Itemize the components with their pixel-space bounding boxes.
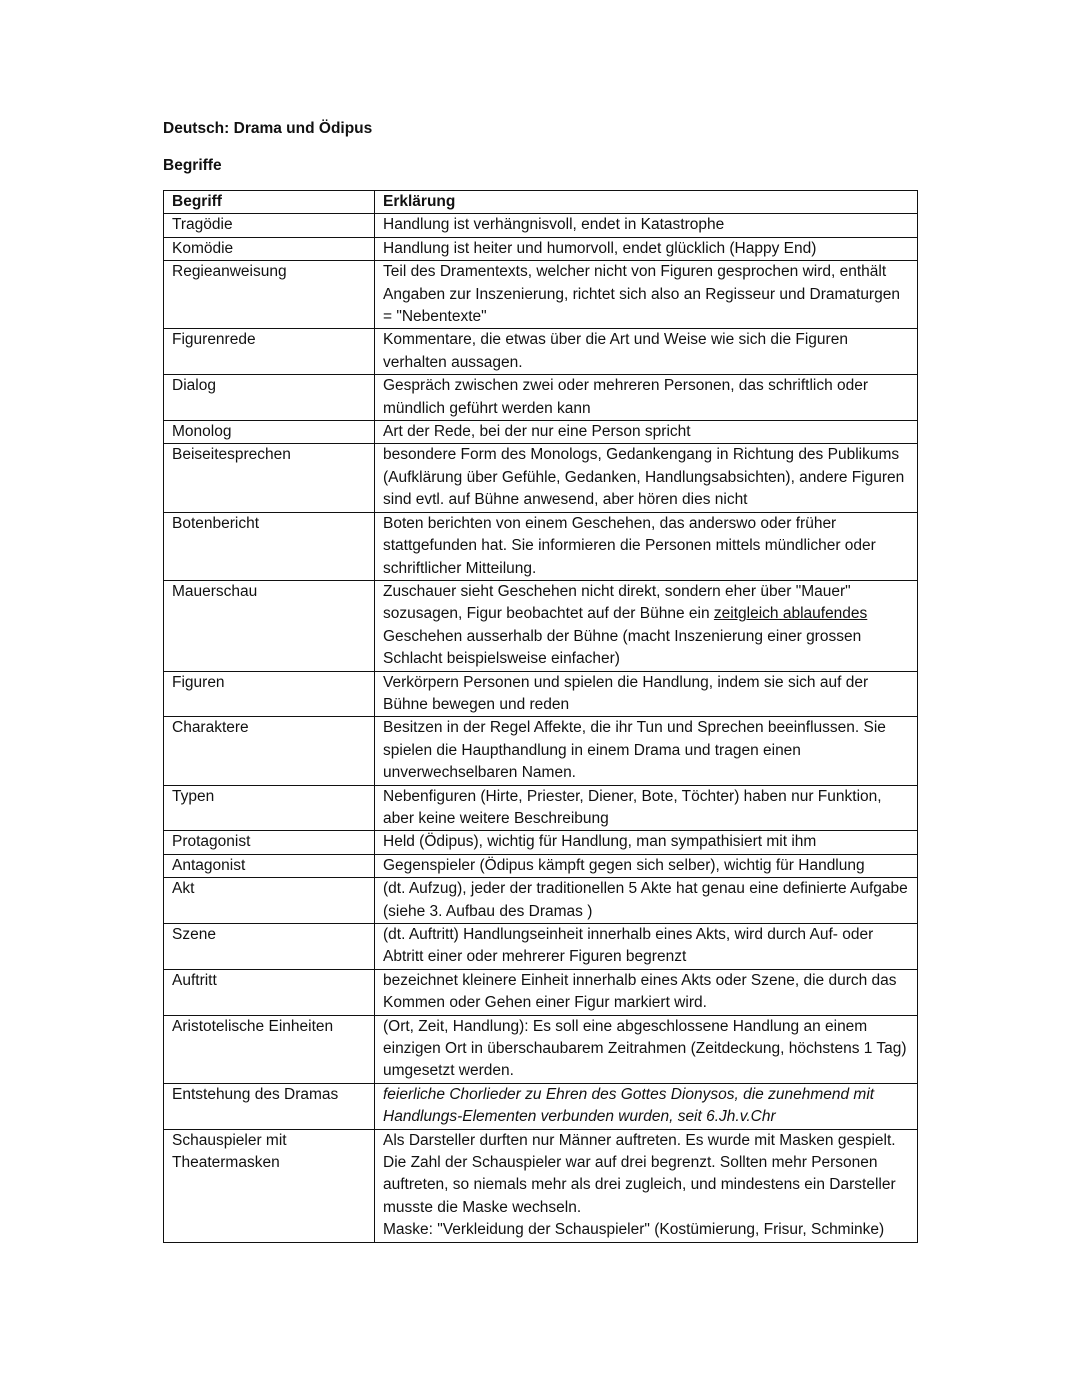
- definition-cell: Handlung ist heiter und humorvoll, endet glücklich (Happy End): [375, 237, 918, 260]
- definition-cell: (dt. Auftritt) Handlungseinheit innerhalb eines Akts, wird durch Auf- oder Abtritt einer oder mehrerer Figuren begrenzt: [375, 924, 918, 970]
- table-row: [164, 214, 918, 237]
- definition-cell: Besitzen in der Regel Affekte, die ihr Tun und Sprechen beeinflussen. Sie spielen die Haupthandlung in einem Drama und tragen einen unverwechselbaren Namen.: [375, 717, 918, 785]
- table-row: [164, 421, 918, 444]
- table-row: [164, 969, 918, 1015]
- table-row: [164, 1083, 918, 1129]
- term-cell: Antagonist: [164, 854, 375, 877]
- term-cell: Typen: [164, 785, 375, 831]
- term-cell: Monolog: [164, 421, 375, 444]
- definition-cell: [375, 580, 918, 671]
- definition-cell: Verkörpern Personen und spielen die Handlung, indem sie sich auf der Bühne bewegen und reden: [375, 671, 918, 717]
- table-row: [164, 671, 918, 717]
- table-row: [164, 924, 918, 970]
- term-cell: Figurenrede: [164, 329, 375, 375]
- definition-cell: besondere Form des Monologs, Gedankengang in Richtung des Publikums (Aufklärung über Gefühle, Gedanken, Handlungsabsichten), andere Figuren sind evtl. auf Bühne anwesend, aber hören dies nicht: [375, 444, 918, 512]
- term-cell: Mauerschau: [164, 580, 375, 671]
- definition-cell: Gegenspieler (Ödipus kämpft gegen sich selber), wichtig für Handlung: [375, 854, 918, 877]
- definition-cell: (Ort, Zeit, Handlung): Es soll eine abgeschlossene Handlung an einem einzigen Ort in überschaubarem Zeitrahmen (Zeitdeckung, höchstens 1 Tag) umgesetzt werden.: [375, 1015, 918, 1083]
- definition-text-mask: Maske: "Verkleidung der Schauspieler" (Kostümierung, Frisur, Schminke): [383, 1221, 885, 1239]
- term-cell: Protagonist: [164, 831, 375, 854]
- table-row: [164, 878, 918, 924]
- definition-text: Geschehen ausserhalb der Bühne (macht Inszenierung einer grossen Schlacht beispielsweise einfacher): [383, 627, 862, 668]
- document-title: Deutsch: Drama und Ödipus: [163, 120, 373, 137]
- definition-cell: bezeichnet kleinere Einheit innerhalb eines Akts oder Szene, die durch das Kommen oder Gehen einer Figur markiert wird.: [375, 969, 918, 1015]
- definition-cell: Held (Ödipus), wichtig für Handlung, man sympathisiert mit ihm: [375, 831, 918, 854]
- definition-cell: [375, 1129, 918, 1242]
- section-title: Begriffe: [163, 157, 222, 174]
- table-row: [164, 444, 918, 512]
- term-cell: Aristotelische Einheiten: [164, 1015, 375, 1083]
- table-row: [164, 1015, 918, 1083]
- table-row: [164, 785, 918, 831]
- document-page: [163, 118, 917, 1243]
- term-cell: Charaktere: [164, 717, 375, 785]
- term-cell: Auftritt: [164, 969, 375, 1015]
- table-row: [164, 512, 918, 580]
- term-cell: Komödie: [164, 237, 375, 260]
- definition-cell: (dt. Aufzug), jeder der traditionellen 5 Akte hat genau eine definierte Aufgabe (siehe 3. Aufbau des Dramas ): [375, 878, 918, 924]
- term-cell: Tragödie: [164, 214, 375, 237]
- definition-cell: Nebenfiguren (Hirte, Priester, Diener, Bote, Töchter) haben nur Funktion, aber keine weitere Beschreibung: [375, 785, 918, 831]
- term-cell: Beiseitesprechen: [164, 444, 375, 512]
- definition-cell: Boten berichten von einem Geschehen, das anderswo oder früher stattgefunden hat. Sie informieren die Personen mittels mündlicher oder schriftlicher Mitteilung.: [375, 512, 918, 580]
- definition-text: Als Darsteller durften nur Männer auftreten. Es wurde mit Masken gespielt. Die Zahl der Schauspieler war auf drei begrenzt. Sollten mehr Personen auftreten, so niemals mehr als drei zugleich, und mindestens ein Darsteller musste die Maske wechseln.: [383, 1131, 896, 1216]
- definition-cell: Gespräch zwischen zwei oder mehreren Personen, das schriftlich oder mündlich geführt werden kann: [375, 375, 918, 421]
- definition-text: Zuschauer sieht Geschehen nicht direkt, sondern eher über "Mauer" sozusagen, Figur beobachtet auf der Bühne ein: [383, 582, 851, 623]
- terms-table: [163, 190, 918, 1243]
- term-cell: Entstehung des Dramas: [164, 1083, 375, 1129]
- term-cell: Botenbericht: [164, 512, 375, 580]
- table-row: [164, 261, 918, 329]
- definition-cell-italic: feierliche Chorlieder zu Ehren des Gottes Dionysos, die zunehmend mit Handlungs-Elementen verbunden wurden, seit 6.Jh.v.Chr: [375, 1083, 918, 1129]
- table-row: [164, 1129, 918, 1242]
- term-cell: Regieanweisung: [164, 261, 375, 329]
- table-row: [164, 375, 918, 421]
- header-erklaerung: Erklärung: [375, 191, 918, 214]
- header-begriff: Begriff: [164, 191, 375, 214]
- table-row: [164, 831, 918, 854]
- table-row: [164, 329, 918, 375]
- table-row: [164, 717, 918, 785]
- table-row: [164, 580, 918, 671]
- term-cell: Dialog: [164, 375, 375, 421]
- underlined-phrase: zeitgleich ablaufendes: [713, 605, 868, 623]
- table-header-row: [164, 191, 918, 214]
- term-cell: Szene: [164, 924, 375, 970]
- definition-cell: Handlung ist verhängnisvoll, endet in Katastrophe: [375, 214, 918, 237]
- table-row: [164, 237, 918, 260]
- table-row: [164, 854, 918, 877]
- term-cell: Schauspieler mit Theatermasken: [164, 1129, 375, 1242]
- term-cell: Figuren: [164, 671, 375, 717]
- definition-cell: Art der Rede, bei der nur eine Person spricht: [375, 421, 918, 444]
- term-cell: Akt: [164, 878, 375, 924]
- definition-cell: Teil des Dramentexts, welcher nicht von Figuren gesprochen wird, enthält Angaben zur Inszenierung, richtet sich also an Regisseur und Dramaturgen = "Nebentexte": [375, 261, 918, 329]
- definition-cell: Kommentare, die etwas über die Art und Weise wie sich die Figuren verhalten aussagen.: [375, 329, 918, 375]
